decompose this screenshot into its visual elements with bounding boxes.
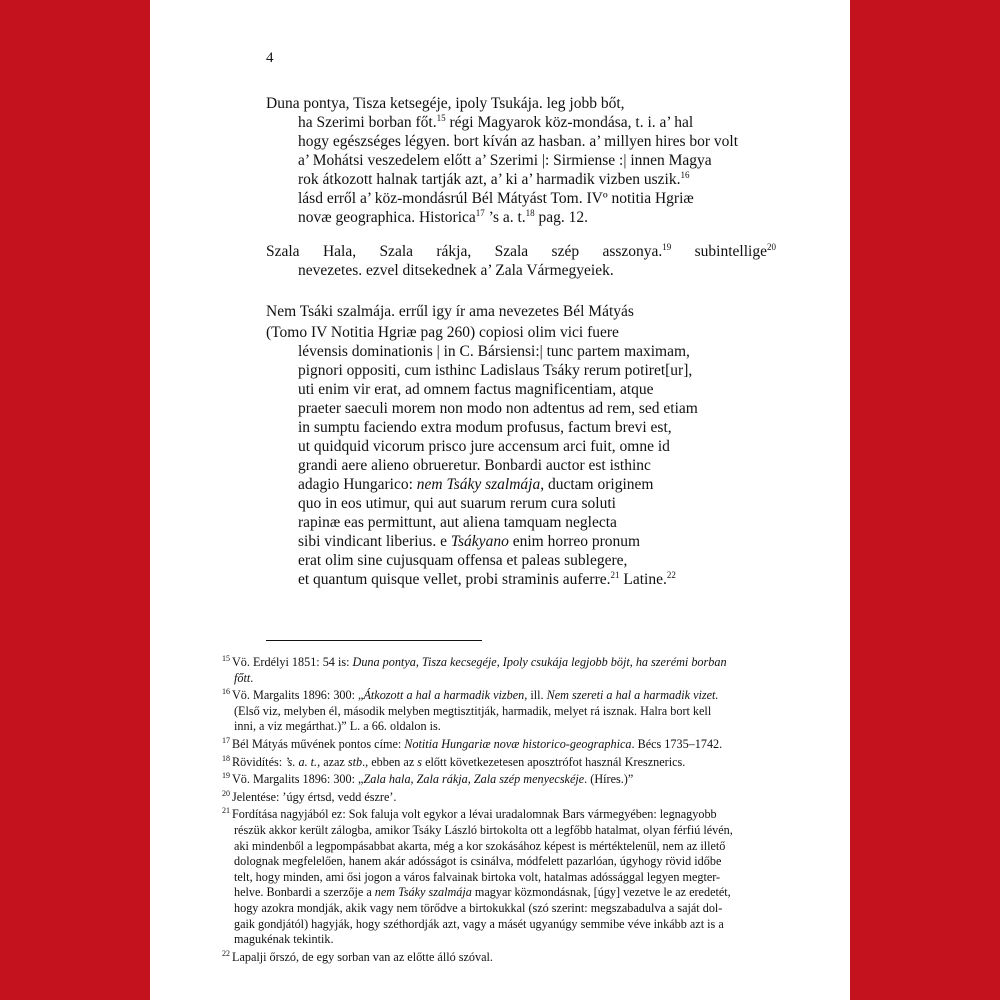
text-line: Szala Hala, Szala rákja, Szala szép asszonya.$^{19}$ subintellige$^{20}$ xyxy=(266,241,776,260)
footnote-ref[interactable]: 21 xyxy=(610,569,620,580)
footnote-19: $^{19}$ Vö. Margalits 1896: 300: „Zala hala, Zala rákja, Zala szép menyecskéje. (Híres.)” xyxy=(222,771,634,787)
footnote-17: $^{17}$ Bél Mátyás művének pontos címe: Notitia Hungariæ novæ historico-geographica. Bécs 1735–1742. xyxy=(222,735,723,751)
text-line: novæ geographica. Historica$^{17}$ ’s a. t.$^{18}$ pag. 12. xyxy=(298,207,589,226)
text-line: et quantum quisque vellet, probi straminis auferre.$^{21}$ Latine.$^{22}$ xyxy=(298,569,676,588)
footnote-22: $^{22}$ Lapalji őrszó, de egy sorban van az előtte álló szóval. xyxy=(222,948,493,964)
footnote-20: $^{20}$ Jelentése: ’úgy értsd, vedd észre’. xyxy=(222,788,397,804)
text-line: uti enim vir erat, ad omnem factus magnificentiam, atque xyxy=(298,381,654,398)
text-line: rapinæ eas permittunt, aut aliena tamquam neglecta xyxy=(298,514,617,531)
footnote-separator xyxy=(266,640,482,641)
page-number: 4 xyxy=(266,50,274,66)
footnote-ref[interactable]: 18 xyxy=(525,207,535,218)
entry-nem-tsaki-szalmaja xyxy=(266,302,786,589)
text-line: lásd erről a’ köz-mondásrúl Bél Mátyást Tom. IVº notitia Hgriæ xyxy=(298,190,694,207)
footnotes xyxy=(222,655,778,967)
footnote-ref[interactable]: 20 xyxy=(766,241,776,252)
footnote-ref[interactable]: 17 xyxy=(475,207,485,218)
footnote-ref[interactable]: 22 xyxy=(666,569,676,580)
text-line: praeter saeculi morem non modo non adtentus ad rem, sed etiam xyxy=(298,400,698,417)
text-line: Nem Tsáki szalmája. errűl igy ír ama nevezetes Bél Mátyás xyxy=(266,303,634,320)
footnote-16: $^{16}$ Vö. Margalits 1896: 300: „Átkozott a hal a harmadik vizben, ill. Nem szereti a hal a harmadik vizet. (Első viz, melyben él, második melyben megtisztitják, harmadik, melyet rá isznak. Halra bort kell inni, a viz megárthat.)” L. a 66. oldalon is. xyxy=(222,687,719,734)
text-line: (Tomo IV Notitia Hgriæ pag 260) copiosi olim vici fuere xyxy=(266,324,619,341)
text-line: adagio Hungarico: nem Tsáky szalmája, ductam originem xyxy=(298,476,654,493)
entry-szala-hala xyxy=(266,242,786,280)
text-line: Duna pontya, Tisza ketsegéje, ipoly Tsukája. leg jobb bőt, xyxy=(266,95,625,112)
text-line: lévensis dominationis | in C. Bársiensi:| tunc partem maximam, xyxy=(298,343,690,360)
text-line: in sumptu faciendo extra modum profusus, factum brevi est, xyxy=(298,419,672,436)
text-line: erat olim sine cujusquam offensa et paleas sublegere, xyxy=(298,552,628,569)
footnote-21: $^{21}$ Fordítása nagyjából ez: Sok faluja volt egykor a lévai uradalomnak Bars vármegyében: legnagyobb részük akkor került zálogba, amikor Tsáky László birtokolta ott a legfőbb hatalmat, olyan férfiú lévén, aki mindenből a legpompásabbat akarta, még a kor szokásához képest is mértéktelenül, nem az illető dolognak megfelelően, hanem akár adósságot is csinálva, módfelett pazarlóan, úgyhogy rövid időbe telt, hogy minden, ami ősi jogon a város falvainak birtoka volt, hatalmas adóssággal legyen megter- helve. Bonbardi a szerzője a nem Tsáky szalmája magyar közmondásnak, [úgy] vezetve le az eredetét, hogy azokra mondják, akik vagy nem törődve a birtokukkal (szó szerint: megszabadulva a saját dol- gaik gondjától) hagyják, hogy széthordják azt, vagy a másét ugyanúgy semmibe véve inkább azt is a magukénak tekintik. xyxy=(222,806,733,947)
entry-duna-pontya xyxy=(266,94,786,227)
footnote-ref[interactable]: 16 xyxy=(680,169,690,180)
text-line: pignori oppositi, cum isthinc Ladislaus Tsáky rerum potiret[ur], xyxy=(298,362,693,379)
footnote-ref[interactable]: 15 xyxy=(436,112,446,123)
text-line: nevezetes. ezvel ditsekednek a’ Zala Vármegyeiek. xyxy=(298,262,614,279)
text-line: grandi aere alieno obrueretur. Bonbardi auctor est isthinc xyxy=(298,457,651,474)
text-line: a’ Mohátsi veszedelem előtt a’ Szerimi |: Sirmiense :| innen Magya xyxy=(298,152,712,169)
text-line: ut quidquid vicorum prisco jure accensum arci fuit, omne id xyxy=(298,438,670,455)
text-line: sibi vindicant liberius. e Tsákyano enim horreo pronum xyxy=(298,533,641,550)
footnote-15: $^{15}$ Vö. Erdélyi 1851: 54 is: Duna pontya, Tisza kecsegéje, Ipoly csukája legjobb böjt, ha szerémi borban főtt. xyxy=(222,653,727,685)
text-line: hogy egészséges légyen. bort kíván az hasban. a’ millyen hires bor volt xyxy=(298,133,739,150)
text-line: ha Szerimi borban főt.$^{15}$ régi Magyarok köz-mondása, t. i. a’ hal xyxy=(298,112,694,131)
footnote-18: $^{18}$ Rövidítés: ’s. a. t., azaz stb., ebben az s előtt következetesen aposztrófot használ Kresznerics. xyxy=(222,753,686,769)
text-line: rok átkozott halnak tartják azt, a’ ki a’ harmadik vizben uszik.$^{16}$ xyxy=(298,169,690,188)
footnote-ref[interactable]: 19 xyxy=(662,241,672,252)
text-line: quo in eos utimur, qui aut suarum rerum cura soluti xyxy=(298,495,616,512)
